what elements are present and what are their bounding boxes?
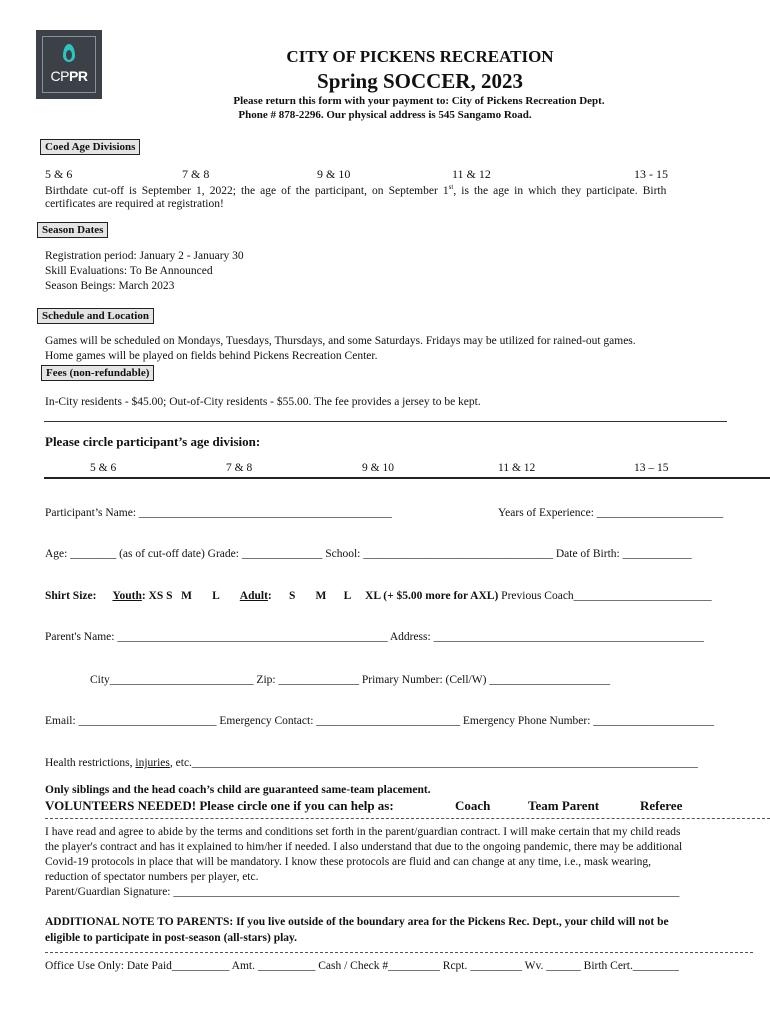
registration-period: Registration period: January 2 - January 30 <box>45 250 244 262</box>
skill-evaluations: Skill Evaluations: To Be Announced <box>45 265 213 277</box>
volunteers-label: VOLUNTEERS NEEDED! Please circle one if you can help as: <box>45 798 394 813</box>
agreement-line: reduction of spectator numbers per player, etc. <box>45 871 259 883</box>
program-title: Spring SOCCER, 2023 <box>317 69 523 93</box>
age-division-item: 13 - 15 <box>634 167 668 181</box>
fees-line: In-City residents - $45.00; Out-of-City residents - $55.00. The fee provides a jersey to be kept. <box>45 396 481 408</box>
location-line: Home games will be played on fields behind Pickens Recreation Center. <box>45 350 378 362</box>
return-instructions: Please return this form with your payment to: City of Pickens Recreation Dept. <box>233 95 605 107</box>
agreement-line: I have read and agree to abide by the terms and conditions set forth in the parent/guardian contract. I will make certain that my child reads <box>45 826 681 838</box>
dashed-divider <box>45 818 770 819</box>
agreement-line: Covid-19 protocols in place that will be mandatory. I know these protocols are fluid and can change at any time, i.e., mask wearing, <box>45 856 652 868</box>
volunteer-option-referee[interactable]: Referee <box>640 798 683 813</box>
logo-text: CPPR <box>50 68 88 84</box>
circle-age-option[interactable]: 5 & 6 <box>90 462 117 474</box>
additional-note: ADDITIONAL NOTE TO PARENTS: If you live outside of the boundary area for the Pickens Rec. Dept., your child will not be <box>45 916 669 928</box>
agreement-line: the player's contract and has it explained to him/her if needed. I also understand that due to the ongoing pandemic, there may be additional <box>45 841 683 853</box>
circle-age-option[interactable]: 11 & 12 <box>498 462 536 474</box>
age-grade-school-dob-fields[interactable]: Age: ________ (as of cut-off date) Grade: ______________ School: _________________________________ Date of Birth: ____________ <box>45 548 692 560</box>
volunteer-option-team-parent[interactable]: Team Parent <box>528 798 600 813</box>
fees-heading: Fees (non-refundable) <box>41 365 154 381</box>
circle-age-option[interactable]: 7 & 8 <box>226 462 253 474</box>
years-experience-field[interactable]: Years of Experience: ______________________ <box>498 507 724 519</box>
divider <box>44 421 727 422</box>
parent-signature-field[interactable]: Parent/Guardian Signature: ________________________________________________________________________________________ <box>45 886 680 898</box>
circle-age-option[interactable]: 9 & 10 <box>362 462 394 474</box>
circle-age-heading: Please circle participant’s age division: <box>45 434 261 449</box>
birthdate-cutoff-note: Birthdate cut-off is September 1, 2022; the age of the participant, on September 1st, is the age in which they participate. Birth <box>45 183 667 197</box>
shirt-size-label: Shirt Size: <box>45 590 97 602</box>
age-division-item: 5 & 6 <box>45 167 73 181</box>
org-title: CITY OF PICKENS RECREATION <box>286 47 554 66</box>
email-emergency-fields[interactable]: Email: ________________________ Emergency Contact: _________________________ Emergency Phone Number: _____________________ <box>45 715 715 727</box>
season-begins: Season Beings: March 2023 <box>45 280 175 292</box>
age-division-item: 11 & 12 <box>452 167 491 181</box>
parent-name-address-fields[interactable]: Parent's Name: _______________________________________________ Address: _______________________________________________ <box>45 631 704 643</box>
schedule-heading: Schedule and Location <box>37 308 154 324</box>
shirt-size-row[interactable]: Shirt Size: Youth: XS S M L Adult: S M L XL (+ $5.00 more for AXL) Previous Coach________________________ <box>45 590 712 602</box>
circle-age-option[interactable]: 13 – 15 <box>634 462 669 474</box>
volunteer-option-coach[interactable]: Coach <box>455 798 491 813</box>
previous-coach-field[interactable]: Previous Coach________________________ <box>498 590 712 602</box>
siblings-note: Only siblings and the head coach’s child are guaranteed same-team placement. <box>45 784 431 796</box>
divider-thick <box>44 477 770 479</box>
dashed-divider <box>45 952 753 953</box>
health-restrictions-field[interactable]: Health restrictions, injuries, etc.________________________________________________________________________________________ <box>45 757 698 769</box>
age-division-item: 9 & 10 <box>317 167 351 181</box>
additional-note: eligible to participate in post-season (all-stars) play. <box>45 932 298 944</box>
city-zip-phone-fields[interactable]: City_________________________ Zip: ______________ Primary Number: (Cell/W) _____________________ <box>90 674 611 686</box>
season-dates-heading: Season Dates <box>37 222 108 238</box>
office-use-fields: Office Use Only: Date Paid__________ Amt. __________ Cash / Check #_________ Rcpt. _________ Wv. ______ Birth Cert.________ <box>45 960 679 972</box>
participant-name-field[interactable]: Participant’s Name: ____________________________________________ <box>45 507 392 519</box>
age-division-item: 7 & 8 <box>182 167 210 181</box>
schedule-line: Games will be scheduled on Mondays, Tuesdays, Thursdays, and some Saturdays. Fridays may be utilized for rained-out games. <box>45 335 636 347</box>
age-divisions-heading: Coed Age Divisions <box>40 139 140 155</box>
phone-address: Phone # 878-2296. Our physical address is 545 Sangamo Road. <box>238 109 532 121</box>
birth-cert-note: certificates are required at registration! <box>45 198 224 210</box>
